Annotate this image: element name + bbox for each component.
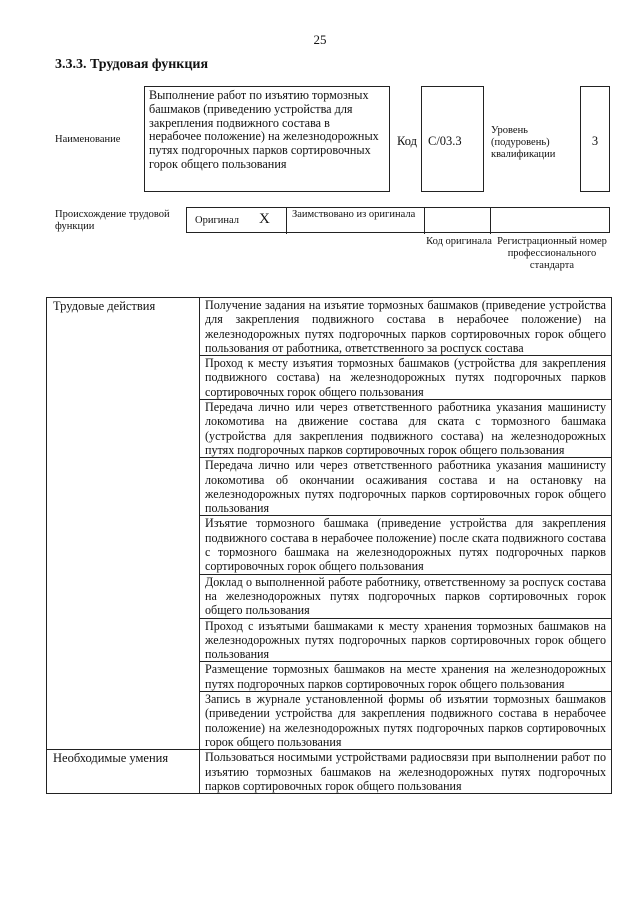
table-row <box>47 750 612 794</box>
row-label-skills: Необходимые умения <box>47 750 200 794</box>
level-value: 3 <box>591 134 599 148</box>
reg-number-caption: Регистрационный номер профессионального стандарта <box>497 236 607 271</box>
row-text: Проход с изъятыми башмаками к месту хранения тормозных башмаков на железнодорожных путях подгорочных парков сортировочных горок общего пользования <box>200 618 612 662</box>
page-number: 25 <box>313 32 327 47</box>
row-text: Передача лично или через ответственного работника указания машинисту локомотива об окончании осаживания состава и на остановку на железнодорожных путях подгорочных парков сортировочных горок общего пользования <box>200 458 612 516</box>
function-name-box <box>144 86 390 192</box>
code-box <box>421 86 484 192</box>
row-text: Размещение тормозных башмаков на месте хранения на железнодорожных путях подгорочных парков сортировочных горок общего пользования <box>200 662 612 692</box>
row-text: Запись в журнале установленной формы об изъятии тормозных башмаков (приведении устройства для закрепления подвижного состава в нерабочее положение) на железнодорожных путях подгорочных парков сортировочных горок общего пользования <box>200 692 612 750</box>
row-text: Передача лично или через ответственного работника указания машинисту локомотива на движение состава для ската с тормозного башмака (устройства для закрепления подвижного состава) на железнодорожных путях подгорочных парков сортировочных горок общего пользования <box>200 400 612 458</box>
level-box <box>580 86 610 192</box>
row-text: Получение задания на изъятие тормозных башмаков (приведение устройства для закрепления подвижного состава в нерабочее положение) на железнодорожных путях подгорочных парков сортировочных горок общего пользования от работника, ответственного за роспуск состава <box>200 298 612 356</box>
row-text: Доклад о выполненной работе работнику, ответственному за роспуск состава на железнодорожных путях подгорочных парков сортировочных горок общего пользования <box>200 574 612 618</box>
name-label: Наименование <box>55 134 121 145</box>
function-name-value: Выполнение работ по изъятию тормозных башмаков (приведению устройства для закрепления подвижного состава в нерабочее положение) на железнодорожных путях подгорочных парков сортировочных горок общего пользования <box>149 88 379 171</box>
origin-row <box>186 207 610 233</box>
section-title: 3.3.3. Трудовая функция <box>55 57 209 72</box>
row-text: Пользоваться носимыми устройствами радиосвязи при выполнении работ по изъятию тормозных башмаков на железнодорожных путях подгорочных парков сортировочных горок общего пользования <box>200 750 612 794</box>
borrowed-cell <box>287 208 425 234</box>
row-text: Проход к месту изъятия тормозных башмаков (устройства для закрепления подвижного состава) на железнодорожных путях подгорочных парков сортировочных горок общего пользования <box>200 356 612 400</box>
code-original-cell <box>425 208 491 234</box>
table-row <box>47 298 612 356</box>
row-label-actions: Трудовые действия <box>47 298 200 750</box>
original-label: Оригинал <box>195 215 239 226</box>
row-text: Изъятие тормозного башмака (приведение устройства для закрепления подвижного состава в нерабочее положение) после ската подвижного состава с тормозного башмака на железнодорожных путях подгорочных парков сортировочных горок общего пользования <box>200 516 612 574</box>
labor-actions-table <box>46 297 612 794</box>
reg-number-cell <box>491 208 609 234</box>
code-original-caption: Код оригинала <box>426 236 492 247</box>
borrowed-label: Заимствовано из оригинала <box>292 209 416 220</box>
origin-label: Происхождение трудовой функции <box>55 209 170 232</box>
code-value: С/03.3 <box>428 134 462 148</box>
code-label: Код <box>397 134 417 148</box>
level-label: Уровень (подуровень) квалификации <box>491 125 556 160</box>
original-cell <box>187 208 287 234</box>
original-mark: X <box>259 211 270 227</box>
